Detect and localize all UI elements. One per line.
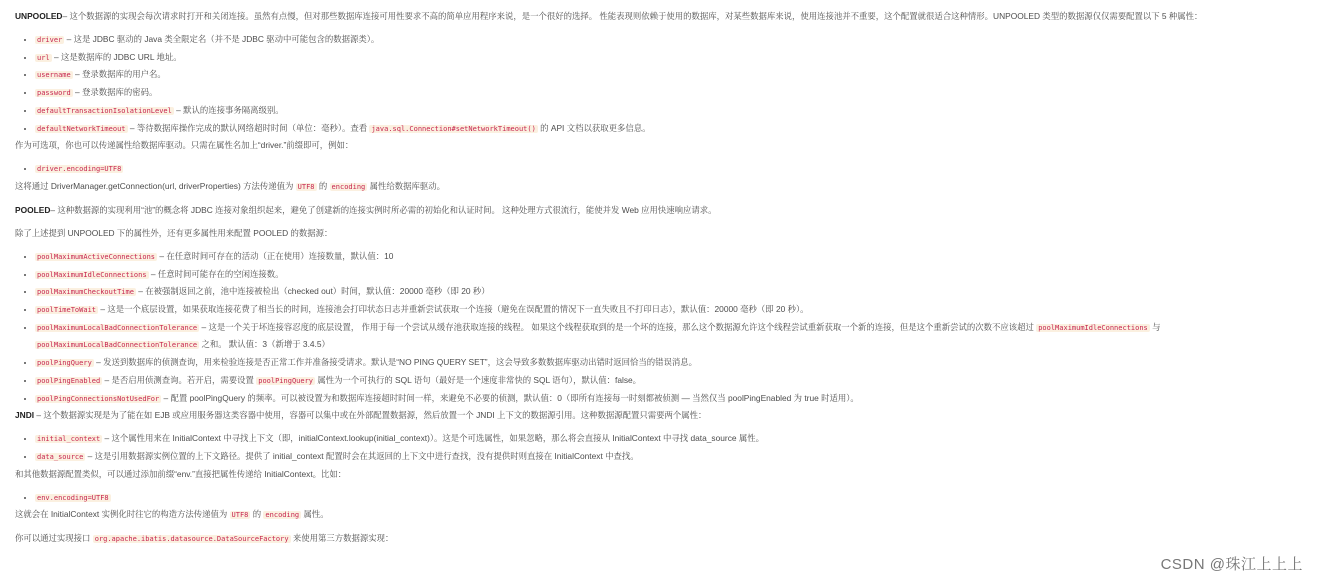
list-item xyxy=(35,120,1311,138)
inline-code: java.sql.Connection#setNetworkTimeout() xyxy=(371,124,536,133)
list-item-text: – 登录数据库的密码。 xyxy=(72,87,158,98)
pooled-intro: 除了上述提到 UNPOOLED 下的属性外，还有更多属性用来配置 POOLED 的数据源： xyxy=(15,227,333,238)
inline-code: poolMaximumLocalBadConnectionTolerance xyxy=(37,341,198,350)
list-item-text: – 发送到数据库的侦测查询，用来检验连接是否正常工作并准备接受请求。默认是“NO PING QUERY SET”，这会导致多数数据库驱动出错时返回恰当的错误消息。 xyxy=(93,357,697,368)
paragraph-text: 这就会在 InitialContext 实例化时往它的构造方法传递值为 xyxy=(15,509,230,520)
pooled-title: POOLED xyxy=(15,204,51,215)
list-item-text: 属性为一个可执行的 SQL 语句（最好是一个速度非常快的 SQL 语句），默认值：false。 xyxy=(315,374,642,385)
list-item xyxy=(35,283,1311,301)
inline-code: poolPingQuery xyxy=(258,376,314,385)
inline-code: poolPingQuery xyxy=(37,359,92,368)
list-item-text: 与 xyxy=(1149,321,1161,332)
paragraph-text: 属性给数据库驱动。 xyxy=(367,180,445,191)
list-item-text: – 是否启用侦测查询。若开启，需要设置 xyxy=(102,374,257,385)
inline-code: env.encoding=UTF8 xyxy=(37,493,109,502)
inline-code: poolTimeToWait xyxy=(37,306,97,315)
unpooled-desc: – 这个数据源的实现会每次请求时打开和关闭连接。虽然有点慢，但对那些数据库连接可用性要求不高的简单应用程序来说，是一个很好的选择。 性能表现则依赖于使用的数据库，对某些数据库来说，使用连接池并不重要，这个配置就很适合这种情形。UNPOOLED 类型的数据源仅仅需要配置以下 5 种属性： xyxy=(62,11,1203,21)
inline-code: driver.encoding=UTF8 xyxy=(37,165,122,174)
list-item xyxy=(35,49,1311,67)
inline-code: poolPingConnectionsNotUsedFor xyxy=(37,394,160,403)
list-item-text: – 任意时间可能存在的空闲连接数。 xyxy=(148,268,284,279)
paragraph-text: 来使用第三方数据源实现： xyxy=(290,533,394,544)
paragraph-text: 你可以通过实现接口 xyxy=(15,533,93,544)
list-item-text: – 在任意时间可存在的活动（正在使用）连接数量，默认值：10 xyxy=(157,250,394,261)
inline-code: driver xyxy=(37,36,63,44)
inline-code: UTF8 xyxy=(231,511,249,520)
list-item xyxy=(35,66,1311,84)
inline-code: poolMaximumCheckoutTime xyxy=(37,288,134,297)
list-item-text: – 配置 poolPingQuery 的频率。可以被设置为和数据库连接超时时间一样，来避免不必要的侦测，默认值：0（即所有连接每一时刻都被侦测 — 当然仅当 poolPingEnabled 为 true 时适用）。 xyxy=(161,392,859,403)
list-item-text: – 登录数据库的用户名。 xyxy=(72,69,166,80)
jndi-title: JNDI xyxy=(15,410,35,421)
list-item-text: 之和。 默认值：3（新增于 3.4.5） xyxy=(199,339,330,350)
jndi-paragraph xyxy=(15,407,1311,424)
list-item-text: – 这是 JDBC 驱动的 Java 类全限定名（并不是 JDBC 驱动中可能包含的数据源类）。 xyxy=(64,34,380,44)
inline-code: UTF8 xyxy=(297,182,315,191)
driver-example-list xyxy=(15,160,1311,178)
inline-code: poolMaximumActiveConnections xyxy=(37,252,156,261)
list-item-text: – 这是一个底层设置，如果获取连接花费了相当长的时间，连接池会打印状态日志并重新尝试获取一个连接（避免在误配置的情况下一直失败且不打印日志），默认值：20000 毫秒（即 20 秒）。 xyxy=(98,304,809,315)
list-item xyxy=(35,319,1311,354)
unpooled-paragraph xyxy=(15,8,1311,25)
inline-code: poolMaximumIdleConnections xyxy=(37,270,147,279)
third-party-paragraph xyxy=(15,530,1311,548)
optional-text: 作为可选项，你也可以传递属性给数据库驱动。只需在属性名加上“driver.”前缀即可，例如： xyxy=(15,140,354,151)
env-pass-paragraph xyxy=(15,506,1311,524)
list-item-text: – 这是引用数据源实例位置的上下文路径。提供了 initial_context 配置时会在其返回的上下文中进行查找，没有提供时则直接在 InitialContext 中查找。 xyxy=(85,450,639,461)
env-example-list xyxy=(15,489,1311,507)
inline-code: poolMaximumIdleConnections xyxy=(1038,323,1148,332)
list-item-text: – 这个属性用来在 InitialContext 中寻找上下文（即，initialContext.lookup(initial_context)）。这是个可选属性，如果忽略，那么将会直接从 InitialContext 中寻找 data_source 属性。 xyxy=(102,433,764,444)
list-item xyxy=(35,102,1311,120)
list-item xyxy=(35,372,1311,390)
list-item xyxy=(35,430,1311,448)
inline-code: password xyxy=(37,89,71,98)
list-item xyxy=(35,301,1311,319)
env-text: 和其他数据源配置类似，可以通过添加前缀“env.”直接把属性传递给 InitialContext。比如： xyxy=(15,468,347,479)
list-item-text: – 默认的连接事务隔离级别。 xyxy=(173,104,284,115)
watermark: CSDN @珠江上上上 xyxy=(1160,556,1303,573)
jndi-desc: – 这个数据源实现是为了能在如 EJB 或应用服务器这类容器中使用，容器可以集中或在外部配置数据源，然后放置一个 JNDI 上下文的数据源引用。这种数据源配置只需要两个属性： xyxy=(34,410,707,421)
paragraph-text: 属性。 xyxy=(301,509,329,520)
document-body xyxy=(15,8,1311,548)
inline-code: defaultTransactionIsolationLevel xyxy=(37,106,172,115)
list-item xyxy=(35,248,1311,266)
paragraph-text: 的 xyxy=(250,509,264,520)
list-item xyxy=(35,160,1311,178)
inline-code: data_source xyxy=(37,452,84,461)
list-item-text: – 这是一个关于坏连接容忍度的底层设置， 作用于每一个尝试从缓存池获取连接的线程。 如果这个线程获取到的是一个坏的连接，那么这个数据源允许这个线程尝试重新获取一个新的连接，但是这个重新尝试的次数不应该超过 xyxy=(199,321,1037,332)
driver-pass-paragraph xyxy=(15,178,1311,196)
inline-code: initial_context xyxy=(37,435,101,444)
list-item xyxy=(35,390,1311,408)
unpooled-title: UNPOOLED xyxy=(15,11,63,21)
inline-code: username xyxy=(37,71,71,80)
list-item xyxy=(35,266,1311,284)
inline-code: defaultNetworkTimeout xyxy=(37,124,126,133)
list-item-text: – 等待数据库操作完成的默认网络超时时间（单位：毫秒）。查看 xyxy=(127,122,370,133)
jndi-props-list xyxy=(15,430,1311,465)
paragraph-text: 这将通过 DriverManager.getConnection(url, driverProperties) 方法传递值为 xyxy=(15,180,296,191)
list-item xyxy=(35,448,1311,466)
pooled-desc: – 这种数据源的实现利用“池”的概念将 JDBC 连接对象组织起来，避免了创建新的连接实例时所必需的初始化和认证时间。 这种处理方式很流行，能使并发 Web 应用快速响应请求。 xyxy=(50,204,717,215)
list-item xyxy=(35,84,1311,102)
list-item xyxy=(35,354,1311,372)
inline-code: encoding xyxy=(331,182,366,191)
pooled-paragraph xyxy=(15,202,1311,219)
inline-code: poolPingEnabled xyxy=(37,376,101,385)
inline-code: url xyxy=(37,53,50,62)
unpooled-props-list xyxy=(15,31,1311,137)
inline-code: org.apache.ibatis.datasource.DataSourceFactory xyxy=(94,535,289,544)
inline-code: poolMaximumLocalBadConnectionTolerance xyxy=(37,323,198,332)
list-item-text: 的 API 文档以获取更多信息。 xyxy=(537,122,651,133)
list-item-text: – 这是数据库的 JDBC URL 地址。 xyxy=(51,51,182,62)
paragraph-text: 的 xyxy=(316,180,330,191)
list-item xyxy=(35,31,1311,49)
list-item xyxy=(35,489,1311,507)
inline-code: encoding xyxy=(265,511,300,520)
list-item-text: – 在被强制返回之前，池中连接被检出（checked out）时间，默认值：20000 毫秒（即 20 秒） xyxy=(135,286,490,297)
pooled-props-list xyxy=(15,248,1311,407)
